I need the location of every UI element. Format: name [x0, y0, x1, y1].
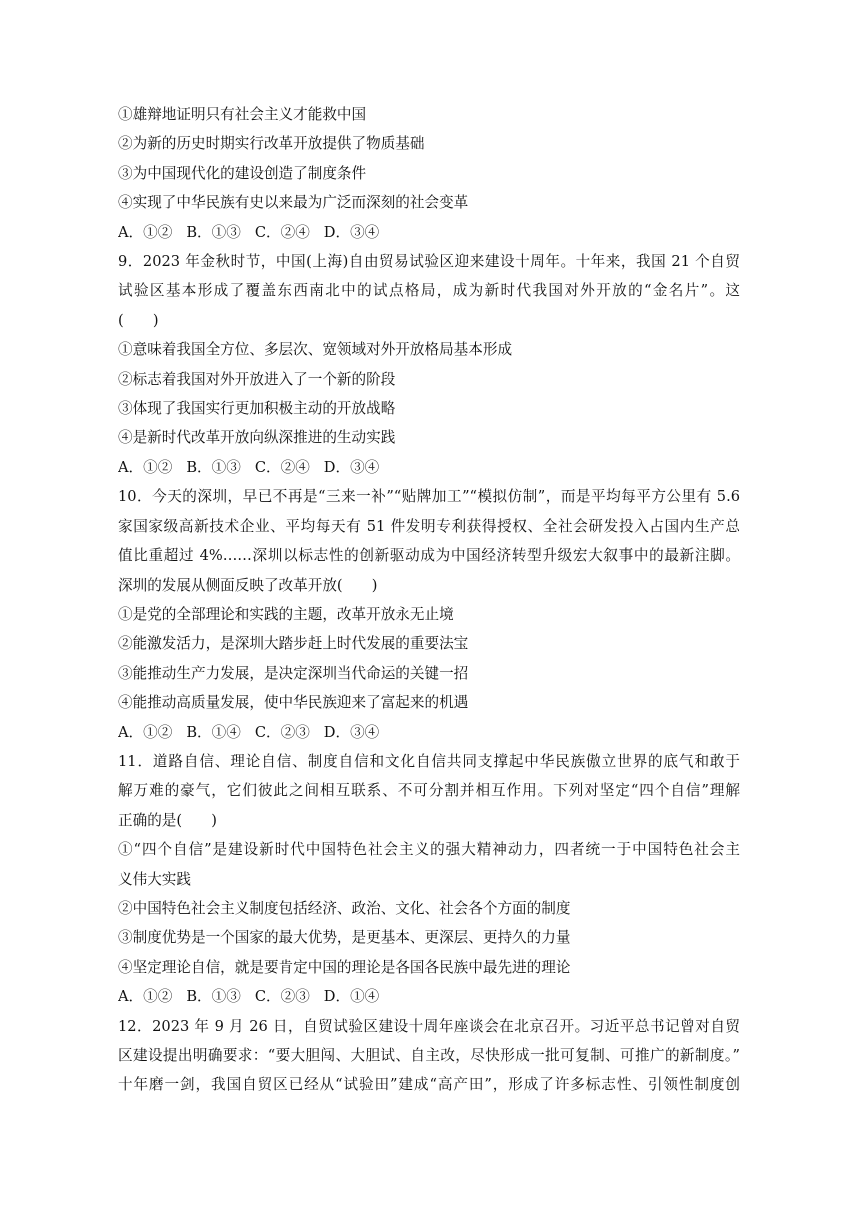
answer-choice-b: B．①③ — [186, 988, 241, 1006]
option-line: ②能激发活力，是深圳大踏步赶上时代发展的重要法宝 — [118, 635, 469, 653]
question-9 — [118, 247, 740, 482]
answer-choice-d: D．③④ — [323, 223, 380, 241]
answer-choice-b: B．①④ — [186, 723, 241, 741]
answer-choice-a: A．①② — [118, 223, 173, 241]
answer-choice-c: C．②③ — [254, 723, 310, 741]
question-8 — [118, 100, 740, 247]
answer-choice-d: D．③④ — [323, 723, 380, 741]
answer-choice-d: D．③④ — [323, 458, 380, 476]
option-line: ③能推动生产力发展，是决定深圳当代命运的关键一招 — [118, 664, 469, 682]
answer-choice-c: C．②③ — [254, 988, 310, 1006]
question-stem-line: 解万难的豪气，它们彼此之间相互联系、不可分割并相互作用。下列对坚定“四个自信”理解 — [118, 782, 740, 800]
option-line: ①雄辩地证明只有社会主义才能救中国 — [118, 106, 367, 123]
question-stem-line: 12．2023 年 9 月 26 日，自贸试验区建设十周年座谈会在北京召开。习近平总书记曾对自贸 — [118, 1017, 740, 1035]
question-stem-line: 深圳的发展从侧面反映了改革开放( ) — [118, 576, 378, 594]
option-line: 义伟大实践 — [118, 870, 191, 888]
answer-choice-a: A．①② — [118, 723, 173, 741]
answer-choices — [118, 218, 740, 247]
option-line: ②中国特色社会主义制度包括经济、政治、文化、社会各个方面的制度 — [118, 899, 571, 917]
option-line: ①意味着我国全方位、多层次、宽领域对外开放格局基本形成 — [118, 341, 513, 359]
answer-choice-d: D．①④ — [323, 988, 380, 1006]
answer-choices — [118, 718, 740, 747]
question-11 — [118, 747, 740, 1012]
question-stem-line: ( ) — [118, 311, 159, 329]
option-line: ④能推动高质量发展，使中华民族迎来了富起来的机遇 — [118, 694, 469, 712]
option-line: ①是党的全部理论和实践的主题，改革开放永无止境 — [118, 605, 454, 623]
question-stem-line: 正确的是( ) — [118, 811, 217, 829]
answer-choice-a: A．①② — [118, 988, 173, 1006]
option-line: ③制度优势是一个国家的最大优势，是更基本、更深层、更持久的力量 — [118, 929, 571, 947]
question-stem-line: 11．道路自信、理论自信、制度自信和文化自信共同支撑起中华民族傲立世界的底气和敢于 — [118, 752, 740, 770]
answer-choice-c: C．②④ — [254, 223, 310, 241]
option-line: ③为中国现代化的建设创造了制度条件 — [118, 164, 367, 182]
question-stem-line: 9．2023 年金秋时节，中国(上海)自由贸易试验区迎来建设十周年。十年来，我国 21 个自贸 — [118, 253, 740, 271]
question-stem-line: 区建设提出明确要求：“要大胆闯、大胆试、自主改，尽快形成一批可复制、可推广的新制度。” — [118, 1047, 740, 1064]
answer-choice-c: C．②④ — [254, 458, 310, 476]
question-stem-line: 10．今天的深圳，早已不再是“三来一补”“贴牌加工”“模拟仿制”，而是平均每平方公里有 5.6 — [118, 488, 740, 506]
answer-choice-b: B．①③ — [186, 223, 241, 241]
question-stem-line: 试验区基本形成了覆盖东西南北中的试点格局，成为新时代我国对外开放的“金名片”。这 — [118, 282, 740, 300]
answer-choices — [118, 453, 740, 482]
answer-choice-a: A．①② — [118, 458, 173, 476]
question-stem-line: 值比重超过 4%……深圳以标志性的创新驱动成为中国经济转型升级宏大叙事中的最新注脚。 — [118, 547, 740, 565]
question-stem-line: 家国家级高新技术企业、平均每天有 51 件发明专利获得授权、全社会研发投入占国内生产总 — [118, 517, 740, 535]
answer-choices — [118, 982, 740, 1011]
option-line: ④是新时代改革开放向纵深推进的生动实践 — [118, 429, 396, 447]
option-line: ④坚定理论自信，就是要肯定中国的理论是各国各民族中最先进的理论 — [118, 958, 571, 976]
exam-page — [118, 100, 740, 1100]
answer-choice-b: B．①③ — [186, 458, 241, 476]
question-stem-line: 十年磨一剑，我国自贸区已经从“试验田”建成“高产田”，形成了许多标志性、引领性制度创 — [118, 1076, 740, 1094]
option-line: ③体现了我国实行更加积极主动的开放战略 — [118, 400, 396, 418]
option-line: ②标志着我国对外开放进入了一个新的阶段 — [118, 370, 396, 388]
option-line: ②为新的历史时期实行改革开放提供了物质基础 — [118, 135, 425, 153]
option-line: ①“四个自信”是建设新时代中国特色社会主义的强大精神动力，四者统一于中国特色社会主 — [118, 841, 740, 859]
option-line: ④实现了中华民族有史以来最为广泛而深刻的社会变革 — [118, 194, 469, 212]
question-12 — [118, 1012, 740, 1100]
question-10 — [118, 482, 740, 747]
